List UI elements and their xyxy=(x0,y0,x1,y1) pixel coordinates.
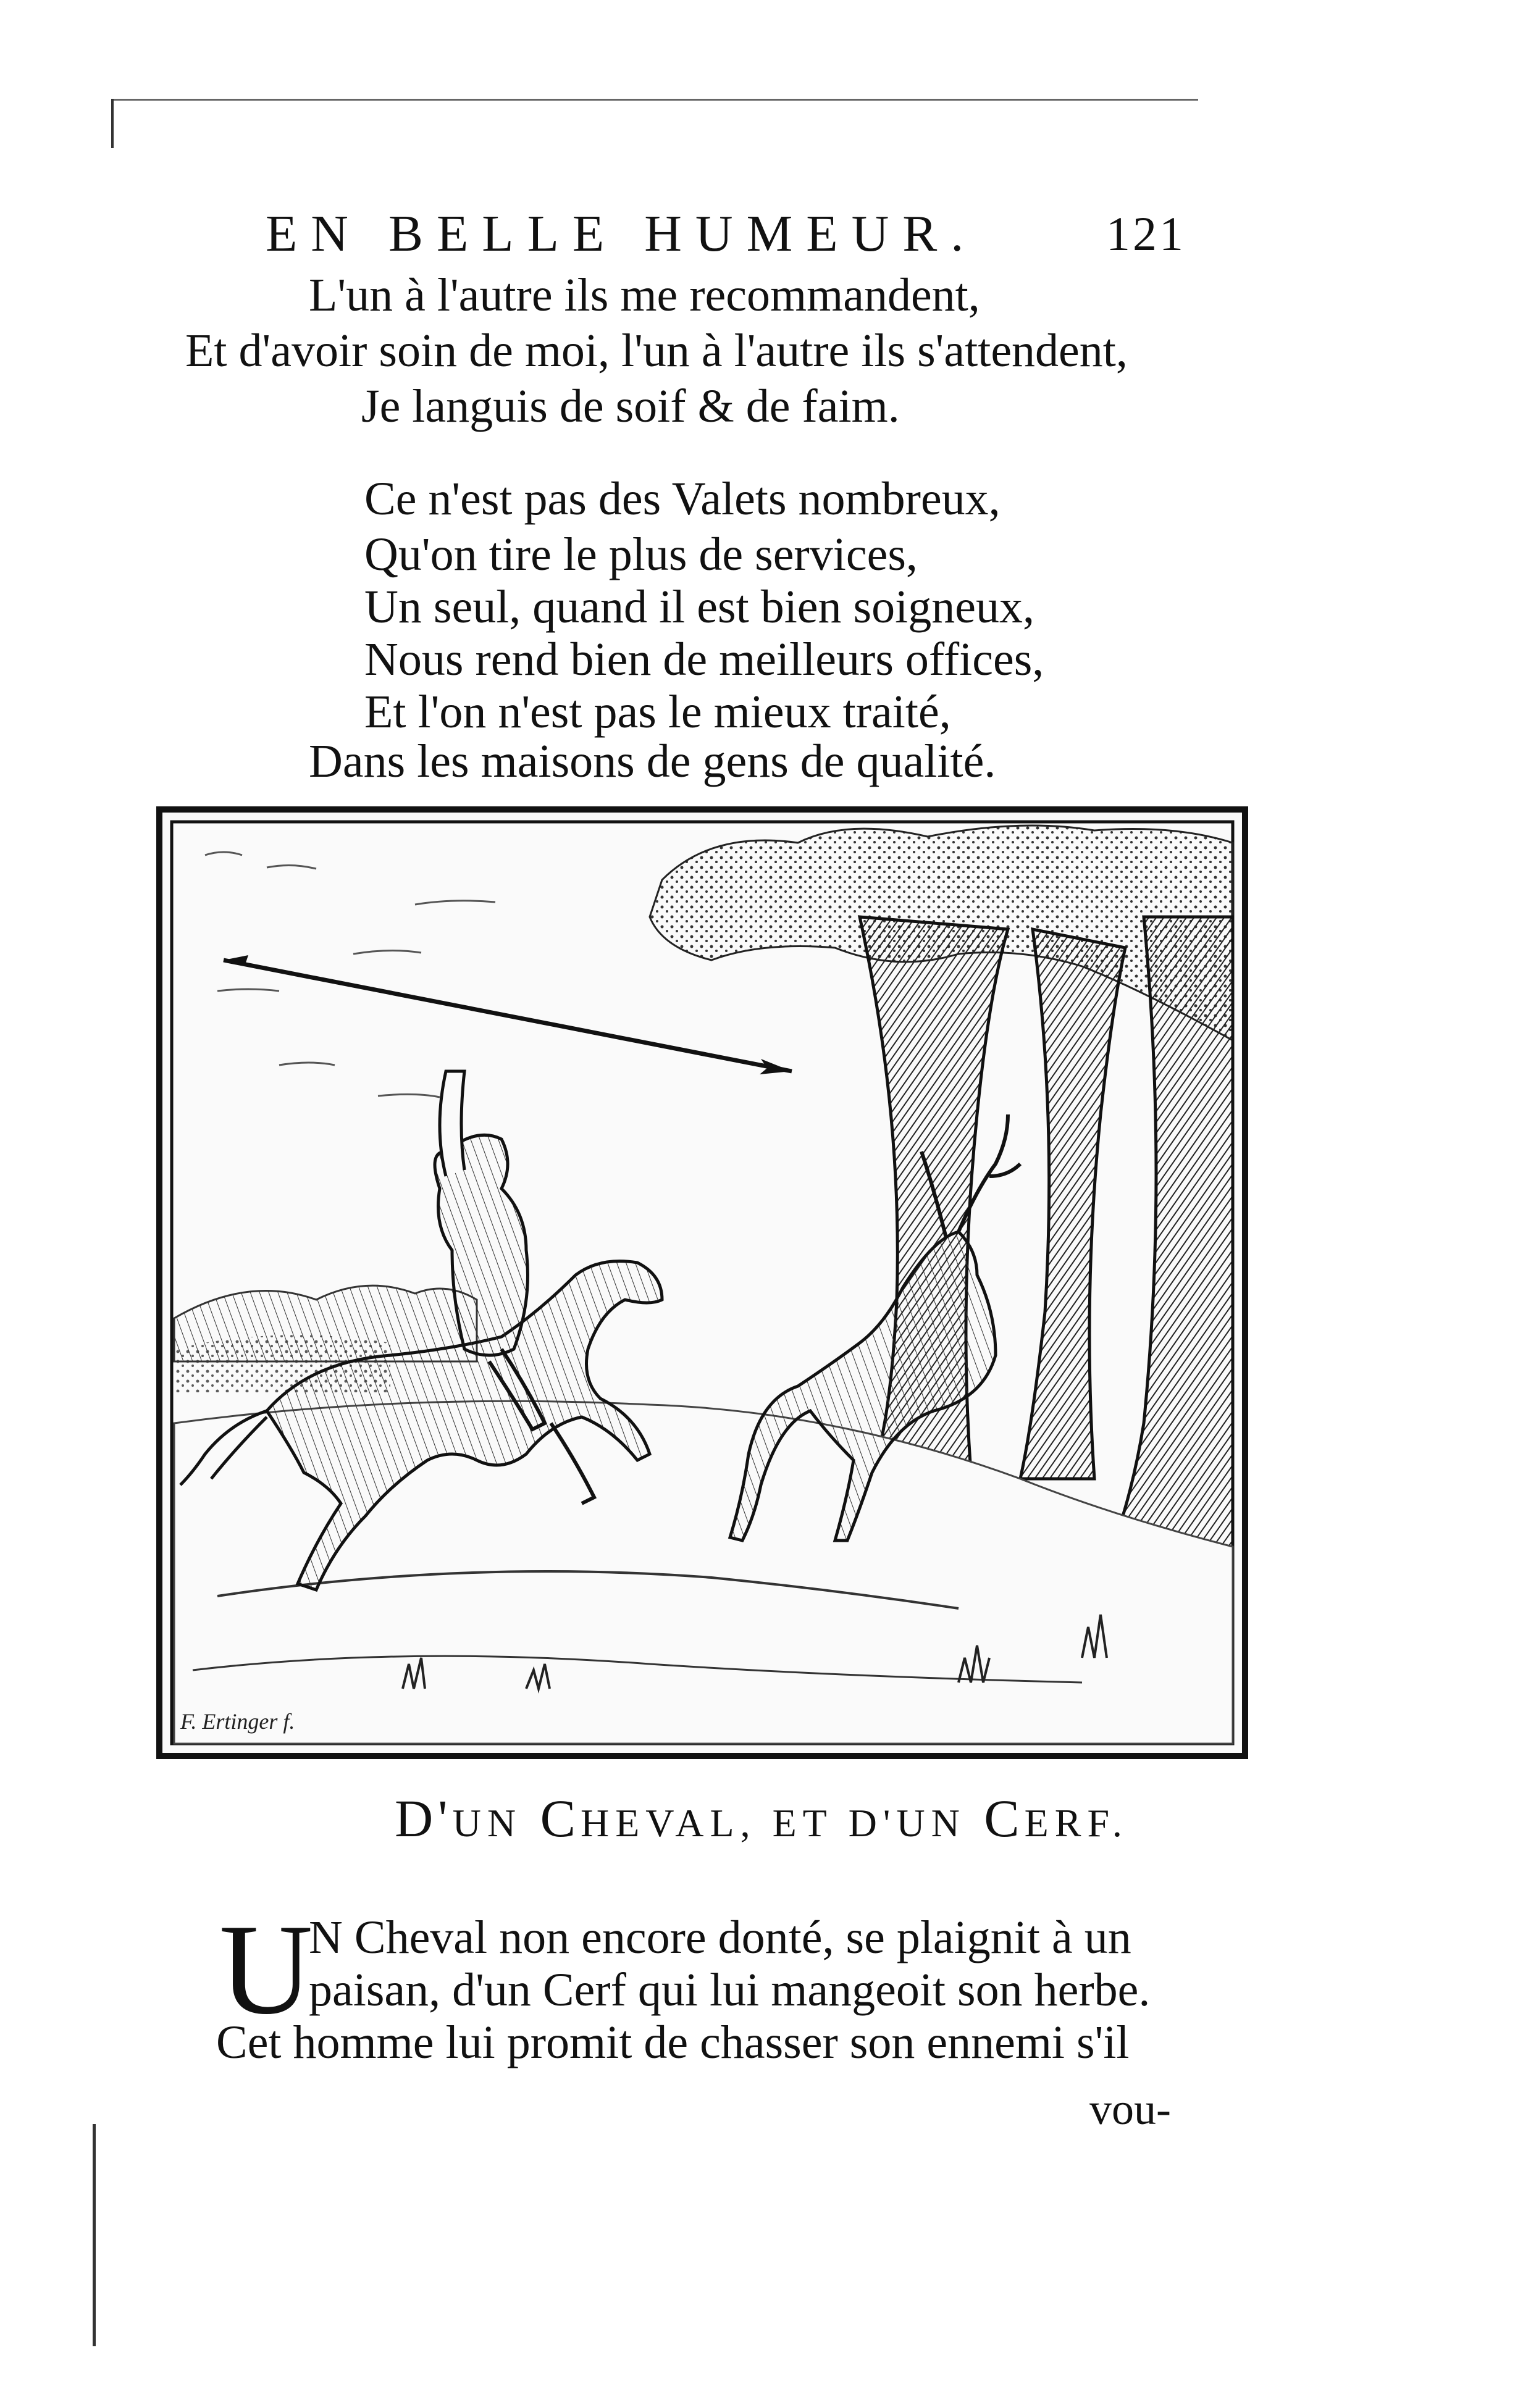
running-title: EN BELLE HUMEUR. xyxy=(266,205,978,262)
fable-title xyxy=(0,1787,1523,1849)
verse-line: L'un à l'autre ils me recommandent, xyxy=(309,269,980,321)
prose-line: N Cheval non encore donté, se plaignit à un xyxy=(309,1912,1131,1963)
catchword: vou- xyxy=(1089,2084,1171,2134)
left-edge-mark xyxy=(111,99,114,148)
title-part: ERF. xyxy=(1024,1801,1128,1845)
running-header xyxy=(266,204,1186,265)
page-number: 121 xyxy=(1106,207,1186,261)
title-part: C xyxy=(984,1789,1025,1848)
title-part: HEVAL, ET D'UN xyxy=(580,1801,966,1845)
verse-line: Dans les maisons de gens de qualité. xyxy=(309,735,996,787)
verse-line: Je languis de soif & de faim. xyxy=(361,380,900,432)
verse-line: Qu'on tire le plus de services, xyxy=(364,529,918,580)
title-part: UN xyxy=(452,1801,522,1845)
verse-line: Nous rend bien de meilleurs offices, xyxy=(364,633,1044,685)
verse-line: Et l'on n'est pas le mieux traité, xyxy=(364,686,951,738)
drop-cap: U xyxy=(219,1898,313,2041)
title-part: C xyxy=(540,1789,581,1848)
verse-line: Ce n'est pas des Valets nombreux, xyxy=(364,473,1001,525)
prose-line: paisan, d'un Cerf qui lui mangeoit son herbe. xyxy=(309,1964,1151,2016)
top-edge-rule xyxy=(111,99,1198,101)
engraving-illustration xyxy=(156,806,1249,1760)
prose-line: Cet homme lui promit de chasser son ennemi s'il xyxy=(216,2017,1130,2068)
title-part: D' xyxy=(395,1789,453,1848)
verse-line: Et d'avoir soin de moi, l'un à l'autre ils s'attendent, xyxy=(185,325,1128,377)
engraver-signature: F. Ertinger f. xyxy=(180,1709,295,1734)
verse-line: Un seul, quand il est bien soigneux, xyxy=(364,581,1034,633)
left-margin-rule xyxy=(93,2124,96,2346)
